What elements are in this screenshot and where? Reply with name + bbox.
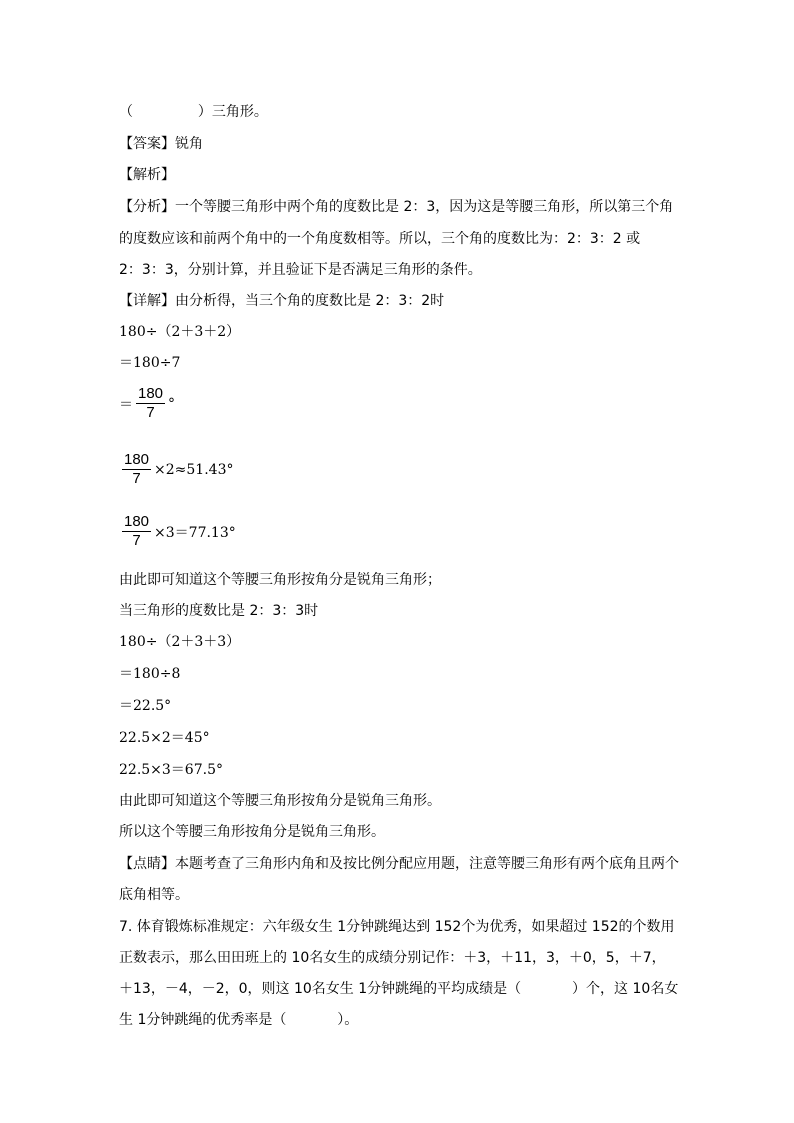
fraction xyxy=(122,451,151,488)
conclusion-line-2: 由此即可知道这个等腰三角形按角分是锐角三角形。 xyxy=(119,793,441,809)
fraction-denominator: 7 xyxy=(146,404,155,421)
detail-line-1: 【详解】由分析得，当三个角的度数比是 2：3：2时 xyxy=(119,293,445,309)
question-7-line-1: 7. 体育锻炼标准规定：六年级女生 1分钟跳绳达到 152个为优秀，如果超过 152的个数用 xyxy=(119,919,675,935)
fraction-denominator: 7 xyxy=(132,470,141,487)
calc-line: ＝180÷7 xyxy=(119,355,181,371)
fraction-prefix: ＝ xyxy=(119,396,133,413)
fraction-equation-2 xyxy=(119,451,233,488)
answer-line: 【答案】锐角 xyxy=(119,136,203,152)
analysis-text-line-1: 【分析】一个等腰三角形中两个角的度数比是 2：3，因为这是等腰三角形，所以第三个角 xyxy=(119,199,674,215)
key-point-line-1: 【点睛】本题考查了三角形内角和及按比例分配应用题，注意等腰三角形有两个底角且两个 xyxy=(119,856,679,872)
question-7-line-2: 正数表示，那么田田班上的 10名女生的成绩分别记作：＋3，＋11，3，＋0，5，＋7， xyxy=(119,950,666,966)
fraction-numerator: 180 xyxy=(124,451,150,468)
key-point-line-2: 底角相等。 xyxy=(119,887,189,903)
question-7-line-3: ＋13，－4，－2，0，则这 10名女生 1分钟跳绳的平均成绩是（ ）个，这 10名女 xyxy=(119,981,679,997)
fraction-denominator: 7 xyxy=(132,532,141,549)
conclusion-line-3: 所以这个等腰三角形按角分是锐角三角形。 xyxy=(119,824,385,840)
analysis-text-line-2: 的度数应该和前两个角中的一个角度数相等。所以，三个角的度数比为：2：3：2 或 xyxy=(119,231,641,247)
detail-line-2: 当三角形的度数比是 2：3：3时 xyxy=(119,603,319,619)
calc-line: 22.5×2＝45° xyxy=(119,730,210,746)
fraction-equation-3 xyxy=(119,513,236,550)
fraction-numerator: 180 xyxy=(138,385,164,402)
fraction xyxy=(136,385,165,422)
question-tail-line: （ ）三角形。 xyxy=(119,104,268,120)
conclusion-line-1: 由此即可知道这个等腰三角形按角分是锐角三角形； xyxy=(119,572,441,588)
calc-line: 180÷（2＋3＋3） xyxy=(119,634,241,650)
fraction-equation-1 xyxy=(119,385,175,422)
fraction-suffix: ×3＝77.13° xyxy=(154,524,236,541)
calc-line: ＝180÷8 xyxy=(119,666,181,682)
question-7-line-4: 生 1分钟跳绳的优秀率是（ ）。 xyxy=(119,1012,359,1028)
fraction xyxy=(122,513,151,550)
calc-line: 22.5×3＝67.5° xyxy=(119,762,223,778)
fraction-numerator: 180 xyxy=(124,513,150,530)
calc-line: ＝22.5° xyxy=(119,698,172,714)
fraction-suffix: ° xyxy=(168,395,176,412)
analysis-heading: 【解析】 xyxy=(119,167,175,183)
calc-line: 180÷（2＋3＋2） xyxy=(119,324,241,340)
analysis-text-line-3: 2：3：3，分别计算，并且验证下是否满足三角形的条件。 xyxy=(119,262,482,278)
fraction-suffix: ×2≈51.43° xyxy=(154,461,234,478)
